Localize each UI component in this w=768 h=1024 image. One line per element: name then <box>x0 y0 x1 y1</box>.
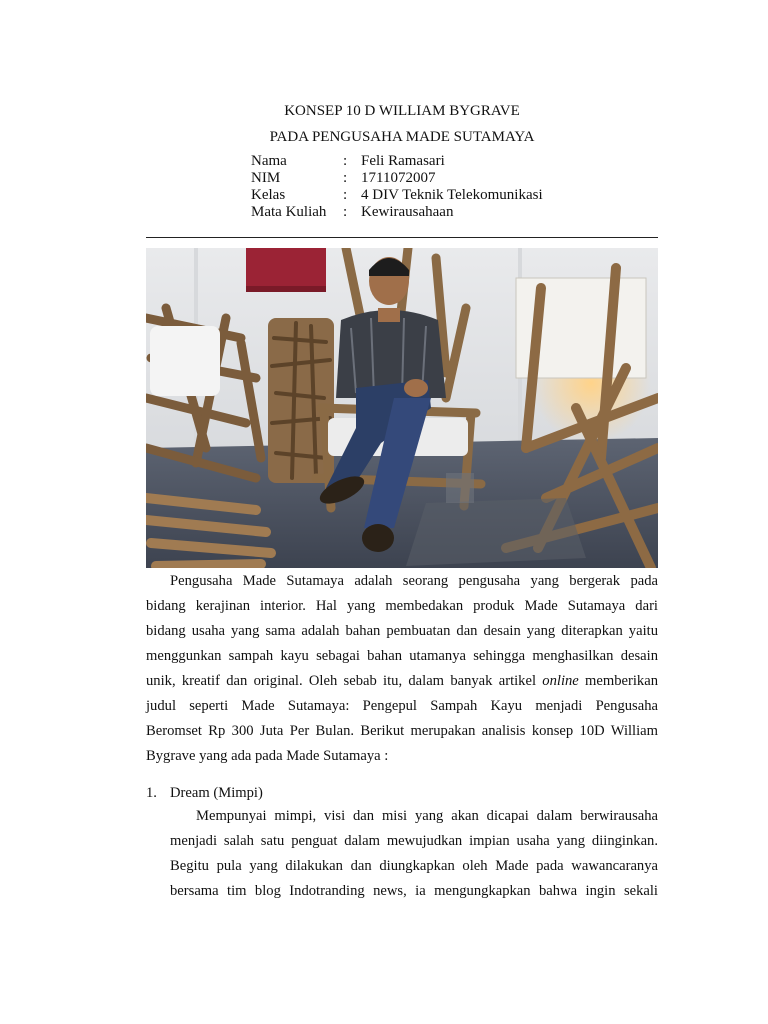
list-number: 1. <box>146 785 157 801</box>
text-line: Mempunyai mimpi, visi dan misi yang akan dicapai dalam berwirausaha <box>196 808 658 824</box>
list-heading <box>146 781 263 806</box>
text-fragment: memberikan <box>578 673 658 689</box>
text-line: Bygrave yang ada pada Made Sutamaya : <box>146 748 389 764</box>
info-colon: : <box>343 204 348 220</box>
body-paragraph <box>146 569 658 769</box>
document-title: KONSEP 10 D WILLIAM BYGRAVE <box>284 103 520 119</box>
text-line: judul seperti Made Sutamaya: Pengepul Sampah Kayu menjadi Pengusaha <box>146 698 658 714</box>
info-label: NIM <box>251 170 281 186</box>
info-row-nama <box>251 153 543 170</box>
info-value: 4 DIV Teknik Telekomunikasi <box>361 187 543 203</box>
document-subtitle: PADA PENGUSAHA MADE SUTAMAYA <box>269 129 535 145</box>
list-heading-text: Dream (Mimpi) <box>170 785 263 801</box>
info-colon: : <box>343 170 348 186</box>
text-line: Beromset Rp 300 Juta Per Bulan. Berikut merupakan analisis konsep 10D William <box>146 723 658 739</box>
info-label: Kelas <box>251 187 286 203</box>
text-line: Begitu pula yang dilakukan dan diungkapkan oleh Made pada wawancaranya <box>170 858 658 874</box>
info-colon: : <box>343 187 348 203</box>
info-row-nim <box>251 170 543 187</box>
info-label: Nama <box>251 153 287 169</box>
student-info-block <box>251 153 543 221</box>
italic-word: online <box>542 673 579 689</box>
info-value: Kewirausahaan <box>361 204 454 220</box>
text-line <box>146 669 658 694</box>
text-line: bersama tim blog Indotranding news, ia mengungkapkan bahwa ingin sekali <box>170 883 658 899</box>
text-line: bidang kerajinan interior. Hal yang membedakan produk Made Sutamaya dari <box>146 598 658 614</box>
info-row-kelas <box>251 187 543 204</box>
info-label: Mata Kuliah <box>251 204 327 220</box>
info-colon: : <box>343 153 348 169</box>
entrepreneur-photo <box>146 248 658 568</box>
text-line: bidang usaha yang sama adalah bahan pembuatan dan desain yang diterapkan yaitu <box>146 623 658 639</box>
text-fragment: unik, kreatif dan original. Oleh sebab itu, dalam banyak artikel <box>146 673 543 689</box>
info-value: Feli Ramasari <box>361 153 445 169</box>
info-value: 1711072007 <box>361 170 436 186</box>
header-divider <box>146 237 658 238</box>
text-line: menggunkan sampah kayu sebagai bahan utamanya sehingga menghasilkan desain <box>146 648 658 664</box>
list-item-body <box>170 804 658 904</box>
info-row-mata-kuliah <box>251 204 543 221</box>
text-line: menjadi salah satu penguat dalam mewujudkan impian usaha yang diinginkan. <box>170 833 658 849</box>
text-line: Pengusaha Made Sutamaya adalah seorang pengusaha yang bergerak pada <box>170 573 658 589</box>
